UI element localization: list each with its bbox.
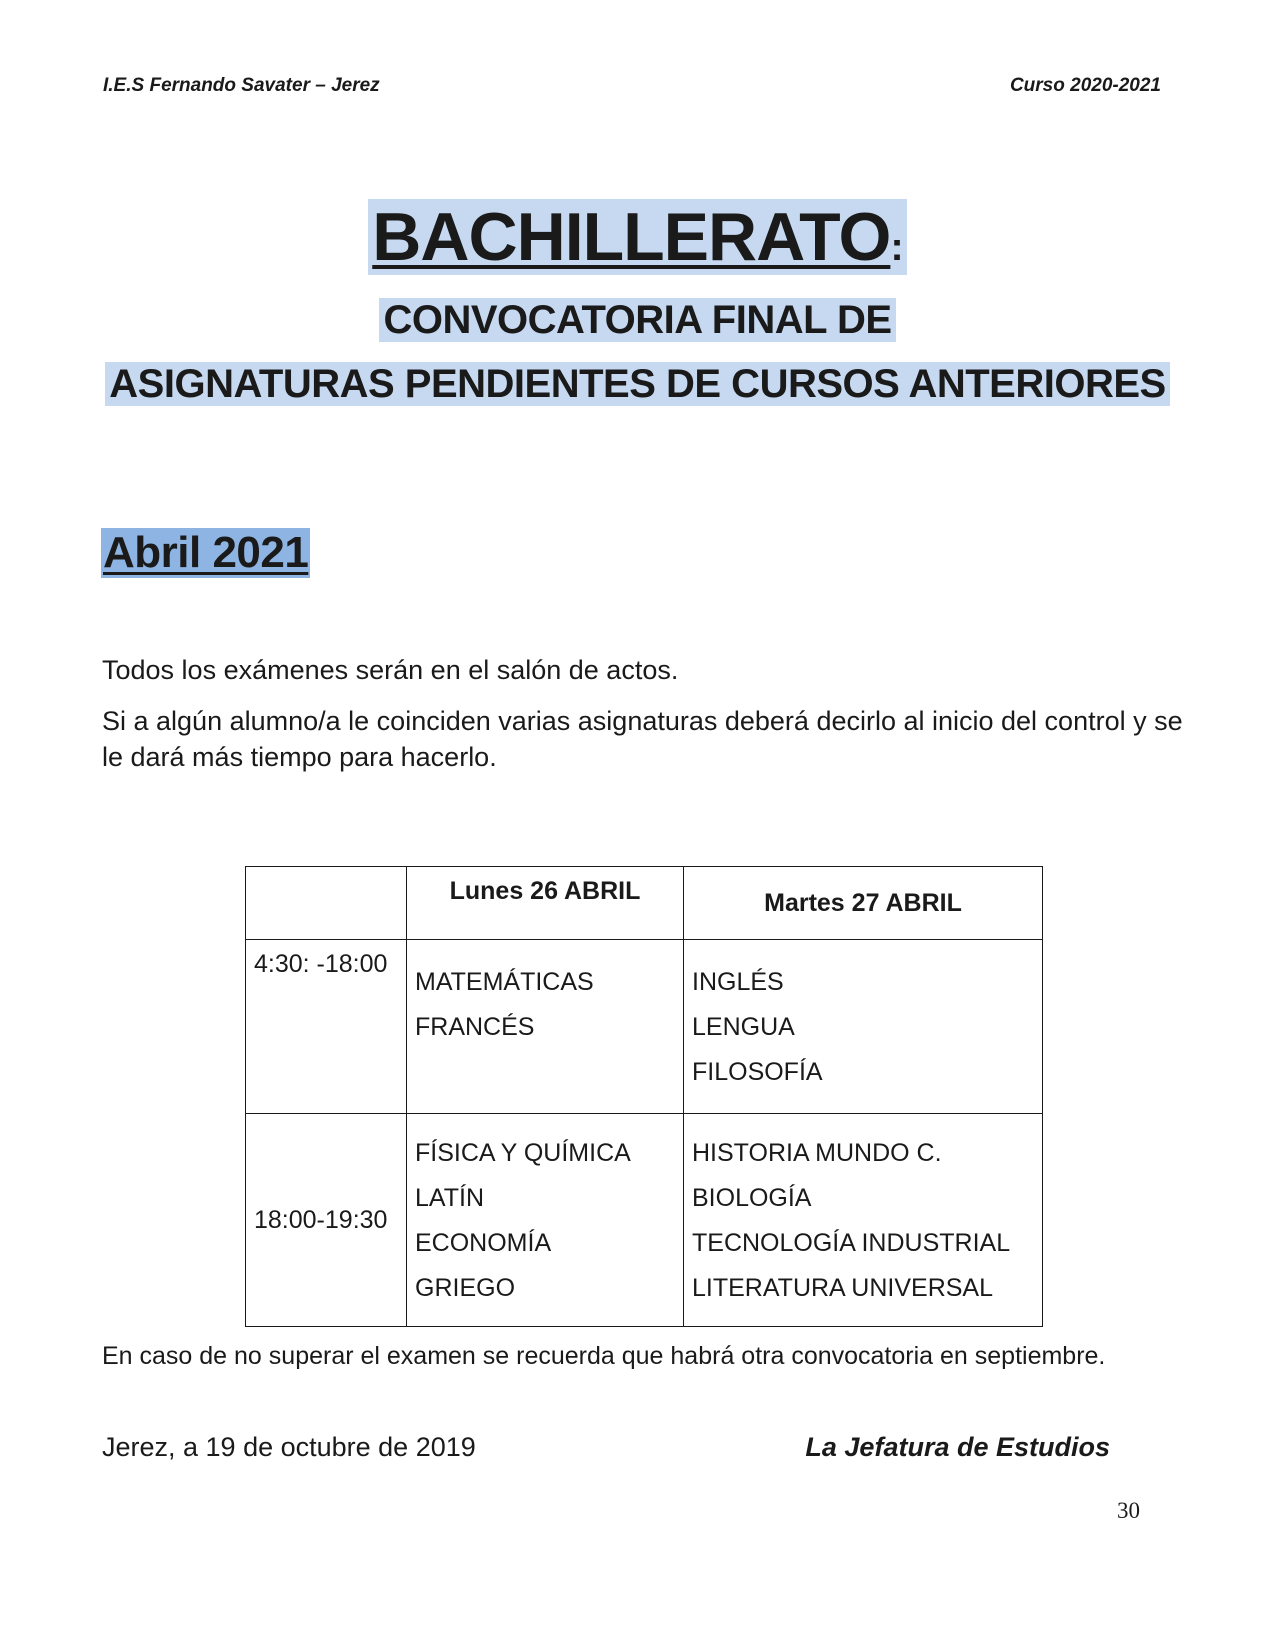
time-slot-cell: 18:00-19:30: [246, 1114, 407, 1327]
header-school-name: I.E.S Fernando Savater – Jerez: [103, 75, 380, 96]
title-main-word: BACHILLERATO: [372, 199, 891, 275]
paragraph-location: Todos los exámenes serán en el salón de actos.: [102, 655, 679, 685]
monday-subjects-cell: [407, 940, 684, 1114]
time-slot-cell: 4:30: -18:00: [246, 940, 407, 1114]
monday-subjects-cell: [407, 1114, 684, 1327]
paragraph-conflict-note: Si a algún alumno/a le coinciden varias asignaturas deberá decirlo al inicio del control y se le dará más tiempo para hacerlo.: [102, 706, 1183, 772]
subject-item: HISTORIA MUNDO C.: [692, 1139, 942, 1167]
page-title: [0, 198, 1275, 276]
page-number: 30: [1117, 1498, 1140, 1523]
title-highlight: [368, 199, 906, 275]
subject-item: FÍSICA Y QUÍMICA: [415, 1139, 631, 1167]
footer-september-note: En caso de no superar el examen se recuerda que habrá otra convocatoria en septiembre.: [102, 1342, 1106, 1370]
header-course-year: Curso 2020-2021: [1009, 75, 1161, 96]
subject-item: GRIEGO: [415, 1274, 516, 1302]
subtitle-line-1: [0, 298, 1275, 343]
tuesday-subjects-cell: [684, 1114, 1043, 1327]
tuesday-subjects-cell: [684, 940, 1043, 1114]
subject-item: FILOSOFÍA: [692, 1058, 823, 1086]
subject-item: INGLÉS: [692, 968, 784, 996]
subtitle-line-2-text: ASIGNATURAS PENDIENTES DE CURSOS ANTERIORES: [105, 362, 1169, 406]
table-row: [246, 1114, 1043, 1327]
place-and-date: Jerez, a 19 de octubre de 2019: [102, 1432, 476, 1462]
table-row: [246, 940, 1043, 1114]
section-heading-month: Abril 2021: [103, 528, 309, 577]
subtitle-line-2: [0, 362, 1275, 407]
subject-item: TECNOLOGÍA INDUSTRIAL: [692, 1229, 1011, 1257]
subtitle-line-1-text: CONVOCATORIA FINAL DE: [379, 298, 895, 342]
subject-item: LITERATURA UNIVERSAL: [692, 1274, 994, 1302]
header-cell-tuesday: Martes 27 ABRIL: [684, 867, 1043, 940]
subject-item: MATEMÁTICAS: [415, 968, 594, 996]
signature-department: La Jefatura de Estudios: [805, 1432, 1110, 1462]
subject-item: LENGUA: [692, 1013, 795, 1041]
subject-item: FRANCÉS: [415, 1013, 535, 1041]
subject-item: ECONOMÍA: [415, 1229, 552, 1257]
subject-item: BIOLOGÍA: [692, 1184, 812, 1212]
title-colon: :: [890, 225, 903, 269]
header-cell-time: [246, 867, 407, 940]
subject-item: LATÍN: [415, 1184, 484, 1212]
header-cell-monday: Lunes 26 ABRIL: [407, 867, 684, 940]
exam-schedule-table: [245, 866, 1043, 1327]
table-header-row: [246, 867, 1043, 940]
